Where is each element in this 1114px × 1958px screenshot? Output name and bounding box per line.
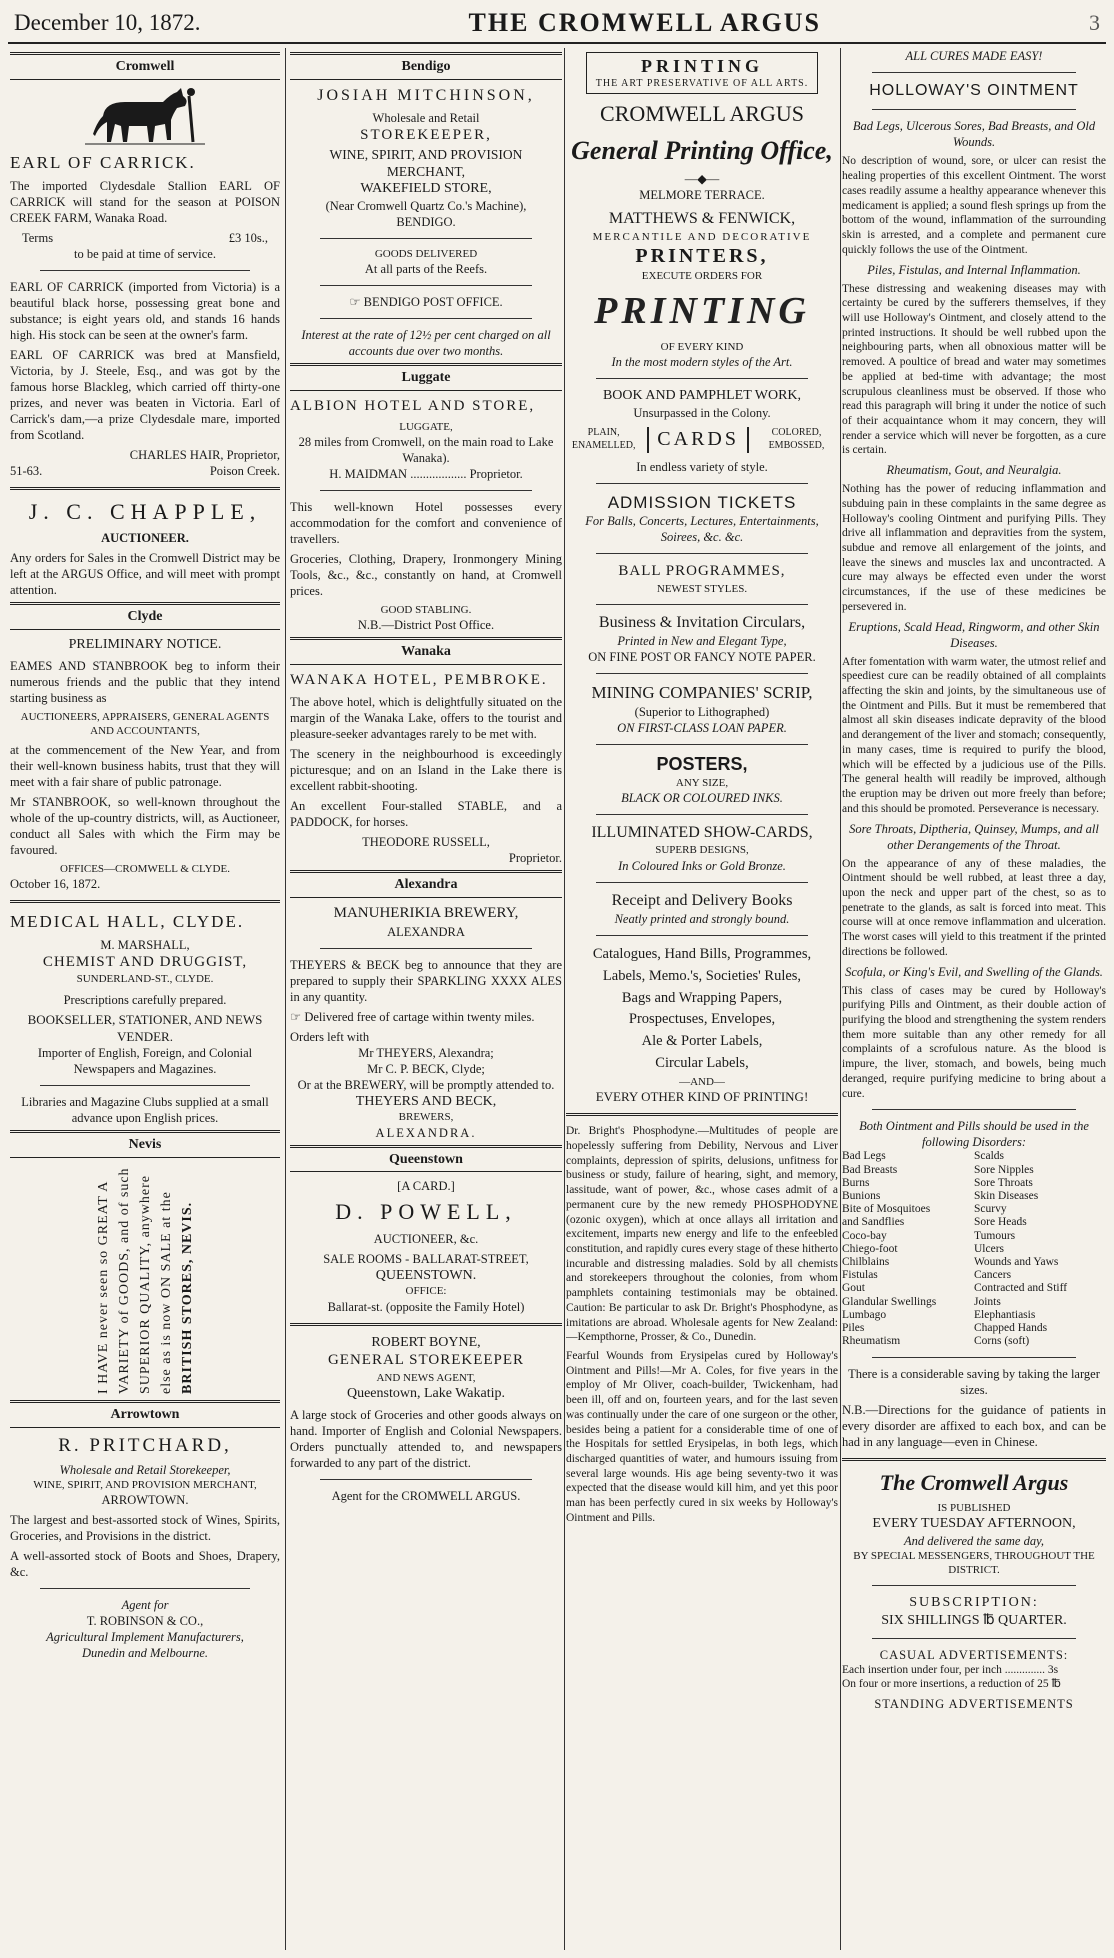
ad-text: No description of wound, sore, or ulcer can resist the healing properties of this excellent Ointment. The worst cases readily assume a healthy appearance whenever this medicament is applied; a sound flesh springs up from the bottom of the wound, inflammation of the surrounding skin is arrested, and a complete and permanent cure quickly follows the use of the Ointment. (842, 155, 1106, 256)
post-office-label: BENDIGO POST OFFICE. (363, 295, 503, 310)
section-queenstown: Queenstown (290, 1145, 562, 1173)
ad-role: BREWERS, (398, 1111, 454, 1124)
disorder-item: Chiego-foot (842, 1242, 898, 1255)
section-bendigo: Bendigo (290, 52, 562, 80)
ad-heading: PRELIMINARY NOTICE. (68, 636, 222, 652)
ad-heading: ADMISSION TICKETS (607, 492, 797, 512)
disorder-item: Scalds (974, 1150, 1005, 1163)
divider (40, 1588, 250, 1589)
ad-text: N.B.—Directions for the guidance of patients in every disorder are affixed to each box, and can be had in any language—even in Chinese. (842, 1402, 1106, 1449)
ad-town: ARROWTOWN. (101, 1493, 189, 1508)
divider (596, 673, 808, 674)
ad-heading: The Cromwell Argus (879, 1469, 1069, 1495)
disorder-item: Burns (842, 1176, 870, 1189)
ad-text: The scenery in the neighbourhood is exceedingly picturesque; and on an Island in the Lake there is excellent rabbit-shooting. (290, 747, 562, 794)
ad-subheading: AUCTIONEER. (101, 530, 189, 545)
disorder-item: Bite of Mosquitoes (842, 1203, 931, 1216)
ad-text: At all parts of the Reefs. (364, 262, 488, 277)
ad-subheading: WINE, SPIRIT, AND PROVISION MERCHANT, (329, 146, 523, 179)
disorder-item: Rheumatism (842, 1335, 901, 1348)
ad-heading: CROMWELL ARGUS (600, 100, 804, 126)
column-divider (840, 48, 841, 1950)
ad-heading: ROBERT BOYNE, (371, 1334, 481, 1350)
divider (596, 378, 808, 379)
ad-text: For Balls, Concerts, Lectures, Entertainments, Soirees, &c. &c. (585, 514, 819, 545)
ad-name: THEODORE RUSSELL, (362, 835, 490, 850)
section-luggate: Luggate (290, 363, 562, 391)
disorder-item: Sore Throats (974, 1176, 1033, 1189)
disorder-item: Scurvy (974, 1203, 1007, 1216)
ad-address: MELMORE TERRACE. (639, 188, 765, 203)
ad-text: ON FINE POST OR FANCY NOTE PAPER. (588, 650, 816, 665)
divider (320, 238, 532, 239)
ad-text: Libraries and Magazine Clubs supplied at a small advance upon English prices. (21, 1095, 269, 1126)
ad-subheading: Both Ointment and Pills should be used in the following Disorders: (859, 1119, 1089, 1150)
ad-text: The above hotel, which is delightfully situated on the margin of the Wanaka Lake, offers to the tourist and pleasure-seeker advantages rarely to be met with. (290, 695, 562, 742)
column-2 (290, 48, 562, 1950)
ad-subheading: MERCANTILE AND DECORATIVE (592, 230, 812, 243)
ad-heading: EVERY OTHER KIND OF PRINTING! (595, 1088, 809, 1104)
ad-text: Mr C. P. BECK, Clyde; (367, 1061, 485, 1076)
column-divider (564, 48, 565, 1950)
ad-text: The imported Clydesdale Stallion EARL OF CARRICK will stand for the season at POISON CREEK FARM, Wanaka Road. (10, 178, 280, 225)
ad-text: In Coloured Inks or Gold Bronze. (618, 858, 786, 873)
ad-subheading: EVERY TUESDAY AFTERNOON, (872, 1515, 1076, 1531)
ad-text: BY SPECIAL MESSENGERS, THROUGHOUT THE DISTRICT. (853, 1549, 1095, 1576)
ad-subheading: BOOKSELLER, STATIONER, AND NEWS VENDER. (27, 1011, 263, 1044)
divider (596, 553, 808, 554)
ad-text: IS PUBLISHED (937, 1501, 1011, 1514)
divider (10, 487, 280, 490)
catalogue-item: Catalogues, Hand Bills, Programmes, (592, 946, 812, 963)
terms-value: £3 10s., (228, 230, 268, 245)
ad-reference: 51-63. (10, 463, 43, 478)
disorder-item: Sore Heads (974, 1216, 1027, 1229)
ad-heading: JOSIAH MITCHINSON, (317, 86, 535, 104)
ad-heading: BALL PROGRAMMES, (618, 563, 786, 580)
catalogue-item: Circular Labels, (655, 1054, 749, 1071)
banner-title: PRINTING (640, 56, 763, 76)
divider (290, 1323, 562, 1326)
section-wanaka: Wanaka (290, 637, 562, 665)
ad-subheading: Eruptions, Scald Head, Ringworm, and other Skin Diseases. (848, 619, 1100, 650)
disorder-item: Bad Breasts (842, 1163, 898, 1176)
disorder-item: Chapped Hands (974, 1322, 1048, 1335)
ad-date: October 16, 1872. (10, 876, 101, 891)
disorders-list (842, 1150, 1106, 1348)
ad-town: Queenstown, Lake Wakatip. (346, 1385, 505, 1401)
disorder-item: Joints (974, 1295, 1001, 1308)
section-alexandra: Alexandra (290, 870, 562, 898)
ad-town: BENDIGO. (396, 215, 456, 229)
ad-text: PLAIN, ENAMELLED, (571, 427, 636, 451)
disorder-item: Chilblains (842, 1256, 890, 1269)
ad-heading: R. PRITCHARD, (58, 1434, 232, 1456)
divider (10, 900, 280, 903)
ad-heading: PRINTING (594, 290, 810, 333)
ad-text: After fomentation with warm water, the utmost relief and speediest cure can be readily obtained of all complaints affecting the skin and joints, by the simultaneous use of the Ointment and Pills. But it must be remembered that almost all skin diseases indicate depravity of the blood and derangement of the liver and stomach; consequently, in many cases, time is required to purify the blood, which will be effected by a judicious use of the Pills. The general health will readily be improved, although the eruption may be driven out more freely than before; and this should be promoted. Perseverance is necessary. (842, 655, 1106, 815)
ad-heading: PRINTERS, (635, 244, 769, 267)
divider (320, 490, 532, 491)
ad-text: SIX SHILLINGS ℔ QUARTER. (881, 1612, 1067, 1628)
ad-heading: ALBION HOTEL AND STORE, (290, 397, 536, 414)
printing-banner (586, 52, 818, 94)
ad-heading: J. C. CHAPPLE, (28, 498, 262, 524)
ad-subheading: CASUAL ADVERTISEMENTS: (879, 1647, 1069, 1662)
ad-text: Agent for the CROMWELL ARGUS. (331, 1488, 521, 1503)
page-number: 3 (1089, 10, 1100, 35)
ad-heading: BRITISH STORES, NEVIS. (179, 1201, 195, 1395)
divider (872, 1638, 1076, 1639)
ad-subheading: AUCTIONEERS, APPRAISERS, GENERAL AGENTS AND ACCOUNTANTS, (20, 710, 270, 737)
ad-text: BLACK OR COLOURED INKS. (621, 791, 783, 806)
ad-text: ALL CURES MADE EASY! (905, 49, 1043, 63)
ad-text: A large stock of Groceries and other goods always on hand. Importer of English and Colonial Newspapers. Orders punctually attended to, and newspapers forwarded to any part of the district. (290, 1407, 562, 1470)
terms-label: Terms (22, 230, 54, 245)
ad-text: (Superior to Lithographed) (634, 704, 770, 719)
cards-block (566, 427, 838, 453)
divider (596, 935, 808, 936)
catalogue-item: Labels, Memo.'s, Societies' Rules, (602, 967, 802, 984)
ad-text: H. MAIDMAN .................. Proprietor. (329, 467, 523, 482)
disorder-item: Bunions (842, 1189, 881, 1202)
ad-role: Proprietor. (508, 851, 562, 866)
ad-heading: General Printing Office, (571, 135, 833, 165)
ad-text: COLORED, EMBOSSED, (768, 427, 825, 451)
ad-heading: MEDICAL HALL, CLYDE. (10, 911, 245, 931)
divider (320, 1479, 532, 1480)
ad-text: In endless variety of style. (636, 459, 768, 474)
disorder-item: Piles (842, 1322, 865, 1335)
disorder-item: Cancers (974, 1269, 1012, 1282)
ad-text: Prescriptions carefully prepared. (63, 992, 227, 1007)
ad-address: SUNDERLAND-ST., CLYDE. (76, 972, 214, 985)
disorders-left (842, 1150, 974, 1348)
disorder-item: Coco-bay (842, 1229, 887, 1242)
ad-text: EAMES AND STANBROOK beg to inform their numerous friends and the public that they intend starting business as (10, 658, 280, 705)
disorder-item: Skin Diseases (974, 1189, 1039, 1202)
proprietor-name: CHARLES HAIR, Proprietor, (129, 447, 280, 462)
disorder-item: Wounds and Yaws (974, 1256, 1059, 1269)
pointing-hand-icon: ☞ (349, 295, 364, 310)
horse-illustration (85, 86, 205, 148)
ad-text: Neatly printed and strongly bound. (614, 912, 790, 927)
divider (872, 1109, 1076, 1110)
ad-text: This class of cases may be cured by Holloway's purifying Pills and Ointment, as their double action of purifying the blood and strengthening the system renders them more suitable than any other remedy for all complaints of a scrofulous nature. As the blood is impure, the liver, stomach, and bowels, being much deranged, require purifying medicine to bring about a cure. (842, 984, 1106, 1100)
ad-offices: OFFICES—CROMWELL & CLYDE. (60, 862, 230, 875)
divider (320, 318, 532, 319)
divider (596, 882, 808, 883)
catalogue-item: Ale & Porter Labels, (641, 1033, 763, 1050)
ad-text: Any orders for Sales in the Cromwell District may be left at the ARGUS Office, and will meet with prompt attention. (10, 550, 280, 597)
ad-text: Wholesale and Retail (372, 111, 480, 126)
ad-text: Dunedin and Melbourne. (81, 1646, 209, 1661)
ad-text: GOOD STABLING. (380, 604, 472, 617)
ad-text: OF EVERY KIND (660, 341, 744, 354)
divider (842, 1458, 1106, 1461)
ad-subheading: AUCTIONEER, &c. (373, 1231, 479, 1246)
divider (40, 270, 250, 271)
disorder-item: Sore Nipples (974, 1163, 1034, 1176)
masthead-rule (8, 42, 1106, 44)
divider (320, 285, 532, 286)
ad-heading: HOLLOWAY'S OINTMENT (869, 82, 1079, 99)
ad-text: 28 miles from Cromwell, on the main road to Lake Wanaka). (298, 435, 554, 466)
ad-text: ANY SIZE, (675, 776, 729, 789)
ad-subheading: WAKEFIELD STORE, (360, 181, 492, 197)
disorder-item: Gout (842, 1282, 865, 1295)
ad-text: An excellent Four-stalled STABLE, and a PADDOCK, for horses. (290, 799, 562, 830)
ad-text (290, 294, 562, 310)
ad-text: In the most modern styles of the Art. (611, 355, 793, 370)
newspaper-title: THE CROMWELL ARGUS (468, 8, 821, 37)
ad-text (290, 1009, 562, 1025)
ad-text: Orders left with (290, 1029, 370, 1044)
ad-text: Mr STANBROOK, so well-known throughout the whole of the up-country districts, will, as Auctioneer, conduct all Sales with which the Firm may be favoured. (10, 794, 280, 857)
ad-text: THEYERS & BECK beg to announce that they are prepared to supply their SPARKLING XXXX ALES in any quantity. (290, 957, 562, 1004)
divider (596, 814, 808, 815)
ad-heading: ILLUMINATED SHOW-CARDS, (591, 824, 813, 842)
ad-text: Fearful Wounds from Erysipelas cured by Holloway's Ointment and Pills!—Mr A. Coles, for five years in the employ of Mr Oliver, coach-builder, Twickenham, had been ill, off and on, fourteen years, and for the last seven was continually under the care of one surgeon or the other, besides being a patient for a considerable time of one of the Hospitals for settled Erysipelas, in both legs, which discharged quantities of water, and humours issuing from several large wounds. His age being seventy-two it was expected that the disease would kill him, and yet this poor man has been perfectly cured in six weeks by Holloway's Ointment and Pills. (566, 1350, 838, 1524)
divider (596, 604, 808, 605)
divider (320, 948, 532, 949)
ad-heading: Business & Invitation Circulars, (598, 613, 806, 631)
ad-text: Or at the BREWERY, will be promptly attended to. (297, 1077, 555, 1092)
ad-text: —AND— (679, 1075, 725, 1088)
ad-text: Ballarat-st. (opposite the Family Hotel) (327, 1299, 525, 1314)
ad-heading: CARDS (647, 427, 749, 453)
divider (566, 1113, 838, 1116)
ad-text: Printed in New and Elegant Type, (617, 634, 787, 649)
ad-subheading: CHEMIST AND DRUGGIST, (42, 953, 248, 970)
column-4 (842, 48, 1106, 1950)
ad-text: Each insertion under four, per inch .............. 3s (842, 1663, 1059, 1676)
disorder-item: Lumbago (842, 1308, 887, 1321)
ad-text: at the commencement of the New Year, and from their well-known business habits, trust that they will meet with a fair share of public patronage. (10, 742, 280, 789)
ornament-icon: —◆— (684, 172, 720, 187)
ad-heading: BOOK AND PAMPHLET WORK, (602, 388, 802, 404)
ad-text: ON FIRST-CLASS LOAN PAPER. (617, 720, 787, 735)
divider (872, 1585, 1076, 1586)
ad-heading: EARL OF CARRICK. (10, 152, 196, 172)
ad-text: EARL OF CARRICK was bred at Mansfield, Victoria, by J. Steele, Esq., and was got by the famous horse Blackleg, which carried off thirty-one prizes, and never was beaten in Victoria. Earl of Carrick's dam,—a prize Clydesdale mare, imported from Scotland. (10, 347, 280, 442)
ad-text: Mr THEYERS, Alexandra; (358, 1045, 494, 1060)
ad-text: Unsurpassed in the Colony. (633, 406, 771, 421)
nevis-rotated-ad (10, 1164, 280, 1394)
masthead (14, 6, 1100, 40)
banner-subtitle: THE ART PRESERVATIVE OF ALL ARTS. (595, 78, 809, 90)
ad-subheading: GENERAL STOREKEEPER (327, 1352, 525, 1369)
ad-text: I HAVE never seen so GREAT A VARIETY of GOODS, and of such SUPERIOR QUALITY, anywhere else as is now ON SALE at the (95, 1167, 174, 1395)
ad-text: SUPERB DESIGNS, (655, 844, 749, 857)
ad-subheading: Scofula, or King's Evil, and Swelling of the Glands. (845, 964, 1103, 979)
ad-text: Interest at the rate of 12½ per cent charged on all accounts due over two months. (301, 328, 551, 359)
ad-text: The largest and best-assorted stock of Wines, Spirits, Groceries, and Provisions in the district. (10, 1513, 280, 1544)
ad-text: [A CARD.] (397, 1179, 455, 1194)
delivery-note: Delivered free of cartage within twenty miles. (304, 1009, 535, 1024)
column-3 (566, 48, 838, 1950)
divider (596, 744, 808, 745)
disorder-item: Contracted and Stiff (974, 1282, 1068, 1295)
catalogue-item: Prospectuses, Envelopes, (628, 1011, 776, 1028)
terms-note: to be paid at time of service. (74, 246, 216, 261)
disorder-item: Glandular Swellings (842, 1295, 937, 1308)
catalogue-item: Bags and Wrapping Papers, (621, 989, 783, 1006)
disorder-item: Bad Legs (842, 1150, 886, 1163)
ad-heading: WANAKA HOTEL, PEMBROKE. (290, 672, 548, 689)
ad-subheading: STOREKEEPER, (360, 127, 492, 144)
ad-text: On four or more insertions, a reduction of 25 ℔ (842, 1678, 1061, 1691)
ad-text: OFFICE: (405, 1285, 447, 1298)
ad-text: A well-assorted stock of Boots and Shoes, Drapery, &c. (10, 1549, 280, 1580)
ad-text: EXECUTE ORDERS FOR (641, 270, 763, 283)
ad-text: SALE ROOMS - BALLARAT-STREET, (323, 1251, 529, 1266)
divider (872, 1357, 1076, 1358)
disorder-item: Ulcers (974, 1242, 1005, 1255)
ad-subheading: Piles, Fistulas, and Internal Inflammation. (867, 262, 1081, 277)
ad-text: Dr. Bright's Phosphodyne.—Multitudes of people are hopelessly suffering from Debility, Nervous and Liver complaints, depression of spirits, delusions, unfitness for business or study, failure of hearing, sight, and memory, lassitude, want of power, &c., whose cases admit of a permanent cure by the new remedy PHOSPHODYNE (ozonic oxygen), which at once allays all irritation and excitement, imparts new energy and life to the enfeebled constitution, and rapidly cures every stage of these hitherto incurable and distressing maladies. Sold by all chemists and storekeepers throughout the colonies, from whom pamphlets containing testimonials may be obtained. Caution: Be particular to ask Dr. Bright's Phosphodyne, as imitations are abroad. Wholesale agents for New Zealand:—Kempthorne, Prosser, & Co., Dunedin. (566, 1125, 838, 1344)
disorder-item: Elephantiasis (974, 1308, 1036, 1321)
section-clyde: Clyde (10, 602, 280, 630)
ad-town: ALEXANDRA. (375, 1125, 477, 1140)
ad-text: There is a considerable saving by taking the larger sizes. (848, 1366, 1100, 1397)
ad-text: On the appearance of any of these maladies, the Ointment should be well rubbed, at least three a day, upon the neck and upper part of the chest, so as to penetrate to the glands, as salt is forced into meat. This course will at once remove inflammation and ulceration. The worst cases will yield to this treatment if the printed directions be followed. (842, 857, 1106, 958)
divider (872, 72, 1076, 73)
ad-text: Nothing has the power of reducing inflammation and subduing pain in these complaints in the same degree as Holloway's cooling Ointment and purifying Pills. They drive all inflammation and depravities from the system, subdue and remove all enlargement of the joints, and leave the sinews and muscles lax and uncontracted. A cure may always be effected even under the worst circumstances, if the use of these medicines be persevered in. (842, 483, 1106, 613)
disorders-right (974, 1150, 1106, 1348)
ad-subheading: Rheumatism, Gout, and Neuralgia. (886, 463, 1062, 478)
ad-subheading: GOODS DELIVERED (374, 248, 478, 260)
ad-text: AND NEWS AGENT, (376, 1371, 476, 1384)
ad-text: NEWEST STYLES. (656, 582, 748, 595)
disorder-item: Fistulas (842, 1269, 878, 1282)
ad-name: THEYERS AND BECK, (355, 1093, 497, 1109)
ad-subheading: WINE, SPIRIT, AND PROVISION MERCHANT, (33, 1479, 257, 1492)
ad-subheading: Wholesale and Retail Storekeeper, (59, 1463, 231, 1478)
ad-text: And delivered the same day, (903, 1533, 1045, 1548)
section-nevis: Nevis (10, 1130, 280, 1158)
ad-heading: D. POWELL, (335, 1199, 517, 1225)
column-1 (10, 48, 280, 1950)
issue-date: December 10, 1872. (14, 10, 201, 35)
ad-text: Agent for (121, 1598, 169, 1613)
ad-heading: MANUHERIKIA BREWERY, (333, 905, 519, 922)
ad-text: EARL OF CARRICK (imported from Victoria) is a beautiful black horse, possessing great bone and substance; is eight years old, and stands 16 hands high. His stock can be seen at the owner's farm. (10, 279, 280, 342)
pointing-hand-icon: ☞ (290, 1009, 305, 1024)
ad-text: Agricultural Implement Manufacturers, (46, 1630, 244, 1645)
catalogue-list (566, 944, 838, 1075)
ad-subheading: Sore Throats, Diptheria, Quinsey, Mumps, and all other Derangements of the Throat. (849, 821, 1099, 852)
section-cromwell: Cromwell (10, 52, 280, 80)
ad-town: QUEENSTOWN. (375, 1267, 477, 1283)
disorder-item: Tumours (974, 1229, 1016, 1242)
ad-town: ALEXANDRA (387, 924, 465, 939)
ad-text: Importer of English, Foreign, and Colonial Newspapers and Magazines. (37, 1046, 253, 1077)
proprietor-place: Poison Creek. (209, 463, 280, 478)
disorder-item: and Sandflies (842, 1216, 905, 1229)
ad-text: N.B.—District Post Office. (357, 618, 495, 633)
ad-name: T. ROBINSON & CO., (86, 1614, 204, 1629)
column-divider (285, 48, 286, 1950)
ad-heading: MINING COMPANIES' SCRIP, (591, 683, 813, 703)
ad-subheading: SUBSCRIPTION: (909, 1594, 1039, 1610)
ad-name: M. MARSHALL, (100, 937, 190, 952)
ad-text: (Near Cromwell Quartz Co.'s Machine), (325, 199, 527, 213)
divider (40, 1085, 250, 1086)
disorder-item: Corns (soft) (974, 1335, 1030, 1348)
ad-town: LUGGATE, (399, 421, 453, 434)
ad-name: MATTHEWS & FENWICK, (608, 210, 796, 228)
ad-subheading: STANDING ADVERTISEMENTS (874, 1697, 1074, 1712)
ad-heading: POSTERS, (656, 753, 748, 774)
divider (596, 483, 808, 484)
ad-text: These distressing and weakening diseases may with certainty be cured by the sufferers themselves, if they will use Holloway's Ointment, and closely attend to the printed instructions. It should be well rubbed upon the neighbouring parts, when all obnoxious matter will be removed. A poultice of bread and water may sometimes be applied at bed-time with advantage; the most scrupulous cleanliness must be observed. If those who read this paragraph will bring it under the notice of such of their acquaintance whom it may concern, they will render a service which will never be forgotten, as a cure is certain. (842, 282, 1106, 457)
ad-heading: Receipt and Delivery Books (611, 891, 793, 909)
section-arrowtown: Arrowtown (10, 1400, 280, 1428)
ad-subheading: Bad Legs, Ulcerous Sores, Bad Breasts, and Old Wounds. (852, 119, 1096, 150)
divider (872, 109, 1076, 110)
ad-text: Groceries, Clothing, Drapery, Ironmongery Mining Tools, &c., &c., constantly on hand, at Cromwell prices. (290, 552, 562, 599)
ad-text: This well-known Hotel possesses every accommodation for the comfort and convenience of travellers. (290, 500, 562, 547)
